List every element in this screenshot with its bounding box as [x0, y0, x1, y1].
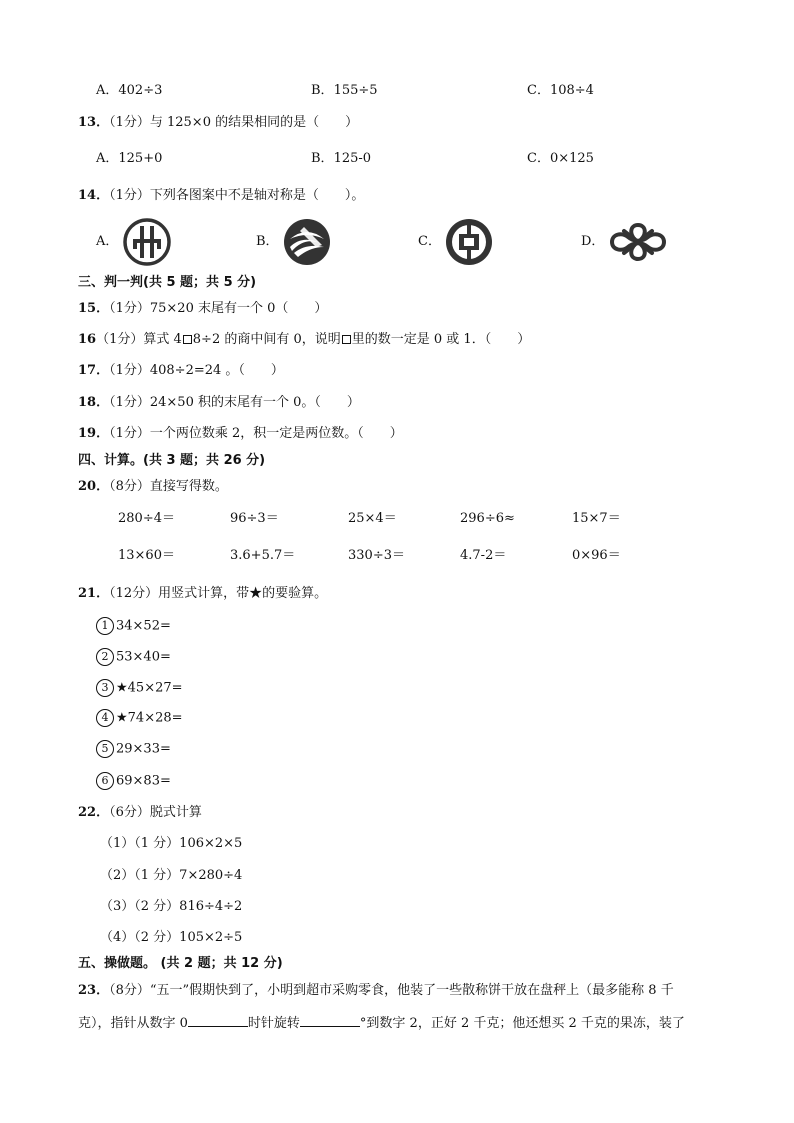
question-number: 19． [78, 426, 110, 441]
section-heading-4: 四、计算。(共 3 题；共 26 分) [78, 453, 266, 468]
calc-item: 96÷3＝ [230, 511, 279, 526]
q13-option-b [311, 150, 371, 168]
question-22 [78, 804, 202, 822]
option-letter: A． [96, 151, 119, 166]
question-text: 克），指针从数字 0 [78, 1016, 188, 1031]
question-text: （8分）“五一”假期快到了，小明到超市采购零食，他装了一些散称饼干放在盘秤上（最多能称 8 千 [109, 983, 674, 998]
calc-item: 3.6+5.7＝ [230, 548, 296, 563]
question-23 [78, 982, 674, 1000]
answer-blank[interactable] [300, 1014, 360, 1027]
question-number: 14． [78, 188, 110, 203]
q12-option-a [96, 82, 162, 100]
question-text: 时针旋转 [247, 1016, 300, 1031]
calc-item: 13×60＝ [118, 548, 175, 563]
list-item [96, 648, 171, 667]
calc-item: 0×96＝ [572, 548, 621, 563]
q12-option-c [527, 82, 594, 100]
question-20 [78, 478, 228, 496]
list-item [96, 709, 183, 728]
circled-number: 5 [96, 740, 114, 758]
option-letter: A． [96, 83, 119, 98]
circled-number: 1 [96, 617, 114, 635]
question-text: （8分）直接写得数。 [109, 479, 228, 494]
question-19 [78, 425, 403, 443]
question-23-line2 [78, 1014, 685, 1033]
question-text: （1分）24×50 积的末尾有一个 0。（ ） [109, 395, 360, 410]
option-text: 402÷3 [118, 83, 163, 98]
list-item [96, 679, 183, 698]
item-text: 29×33= [116, 741, 171, 757]
q13-option-a [96, 150, 162, 168]
calc-item: 330÷3＝ [348, 548, 405, 563]
coin-logo-icon [444, 217, 494, 267]
list-item [96, 772, 171, 791]
question-text: （12分）用竖式计算，带★的要验算。 [109, 586, 328, 601]
question-text: 8÷2 的商中间有 0，说明 [192, 332, 341, 347]
question-text: （1分）与 125×0 的结果相同的是（ ） [109, 115, 359, 130]
q13-option-c [527, 150, 594, 168]
question-number: 20． [78, 479, 110, 494]
section-heading-5: 五、操做题。 (共 2 题；共 12 分) [78, 956, 283, 971]
circled-number: 4 [96, 709, 114, 727]
circled-number: 6 [96, 772, 114, 790]
option-text: 125-0 [333, 151, 372, 166]
question-number: 15． [78, 301, 110, 316]
item-text: ★74×28= [116, 710, 183, 726]
q14-option-a-letter: A． [96, 234, 119, 249]
list-item [96, 740, 171, 759]
mobile-logo-icon [282, 217, 332, 267]
item-text: 34×52= [116, 618, 171, 634]
circled-number: 3 [96, 679, 114, 697]
question-number: 21． [78, 586, 110, 601]
section-heading-3: 三、判一判(共 5 题；共 5 分) [78, 275, 257, 290]
option-letter: C． [527, 151, 550, 166]
q14-option-c-letter: C． [418, 234, 441, 249]
question-15 [78, 300, 327, 318]
option-letter: B． [311, 151, 334, 166]
list-item: （2）（1 分）7×280÷4 [100, 868, 243, 883]
question-17 [78, 362, 284, 380]
option-text: 155÷5 [333, 83, 378, 98]
list-item: （4）（2 分）105×2÷5 [100, 930, 243, 945]
question-text: （6分）脱式计算 [109, 805, 202, 820]
empty-box [183, 335, 192, 344]
question-text: 里的数一定是 0 或 1．（ ） [351, 332, 531, 347]
item-text: 69×83= [116, 773, 171, 789]
question-text: （1分）算式 4 [96, 332, 182, 347]
q14-option-d-letter: D． [581, 234, 605, 249]
list-item: （1）（1 分）106×2×5 [100, 836, 243, 851]
question-text: （1分）75×20 末尾有一个 0（ ） [109, 301, 328, 316]
question-text: （1分）一个两位数乘 2，积一定是两位数。（ ） [109, 426, 403, 441]
question-number: 13． [78, 115, 110, 130]
answer-blank[interactable] [188, 1014, 248, 1027]
question-number: 22． [78, 805, 110, 820]
item-text: ★45×27= [116, 680, 183, 696]
option-text: 0×125 [549, 151, 594, 166]
q12-option-b [311, 82, 378, 100]
question-text: （1分）408÷2=24 。（ ） [109, 363, 284, 378]
question-number: 16 [78, 332, 97, 347]
list-item [96, 617, 171, 636]
q14-option-b-letter: B． [256, 234, 279, 249]
calc-item: 25×4＝ [348, 511, 397, 526]
calc-item: 4.7-2＝ [460, 548, 507, 563]
question-13 [78, 114, 358, 132]
option-letter: B． [311, 83, 334, 98]
bank-logo-icon [122, 217, 172, 267]
calc-item: 280÷4＝ [118, 511, 175, 526]
question-18 [78, 394, 360, 412]
question-21 [78, 585, 327, 603]
empty-box [342, 335, 351, 344]
question-14 [78, 187, 364, 205]
question-text: °到数字 2，正好 2 千克；他还想买 2 千克的果冻，装了 [359, 1016, 685, 1031]
list-item: （3）（2 分）816÷4÷2 [100, 899, 243, 914]
question-number: 17． [78, 363, 110, 378]
item-text: 53×40= [116, 649, 171, 665]
circled-number: 2 [96, 648, 114, 666]
calc-item: 15×7＝ [572, 511, 621, 526]
option-letter: C． [527, 83, 550, 98]
option-text: 125+0 [118, 151, 163, 166]
question-text: （1分）下列各图案中不是轴对称是（ ）。 [109, 188, 365, 203]
question-16 [78, 331, 530, 349]
option-text: 108÷4 [549, 83, 594, 98]
question-number: 23． [78, 983, 110, 998]
calc-item: 296÷6≈ [460, 511, 515, 526]
question-number: 18． [78, 395, 110, 410]
unicom-knot-icon [606, 217, 670, 267]
